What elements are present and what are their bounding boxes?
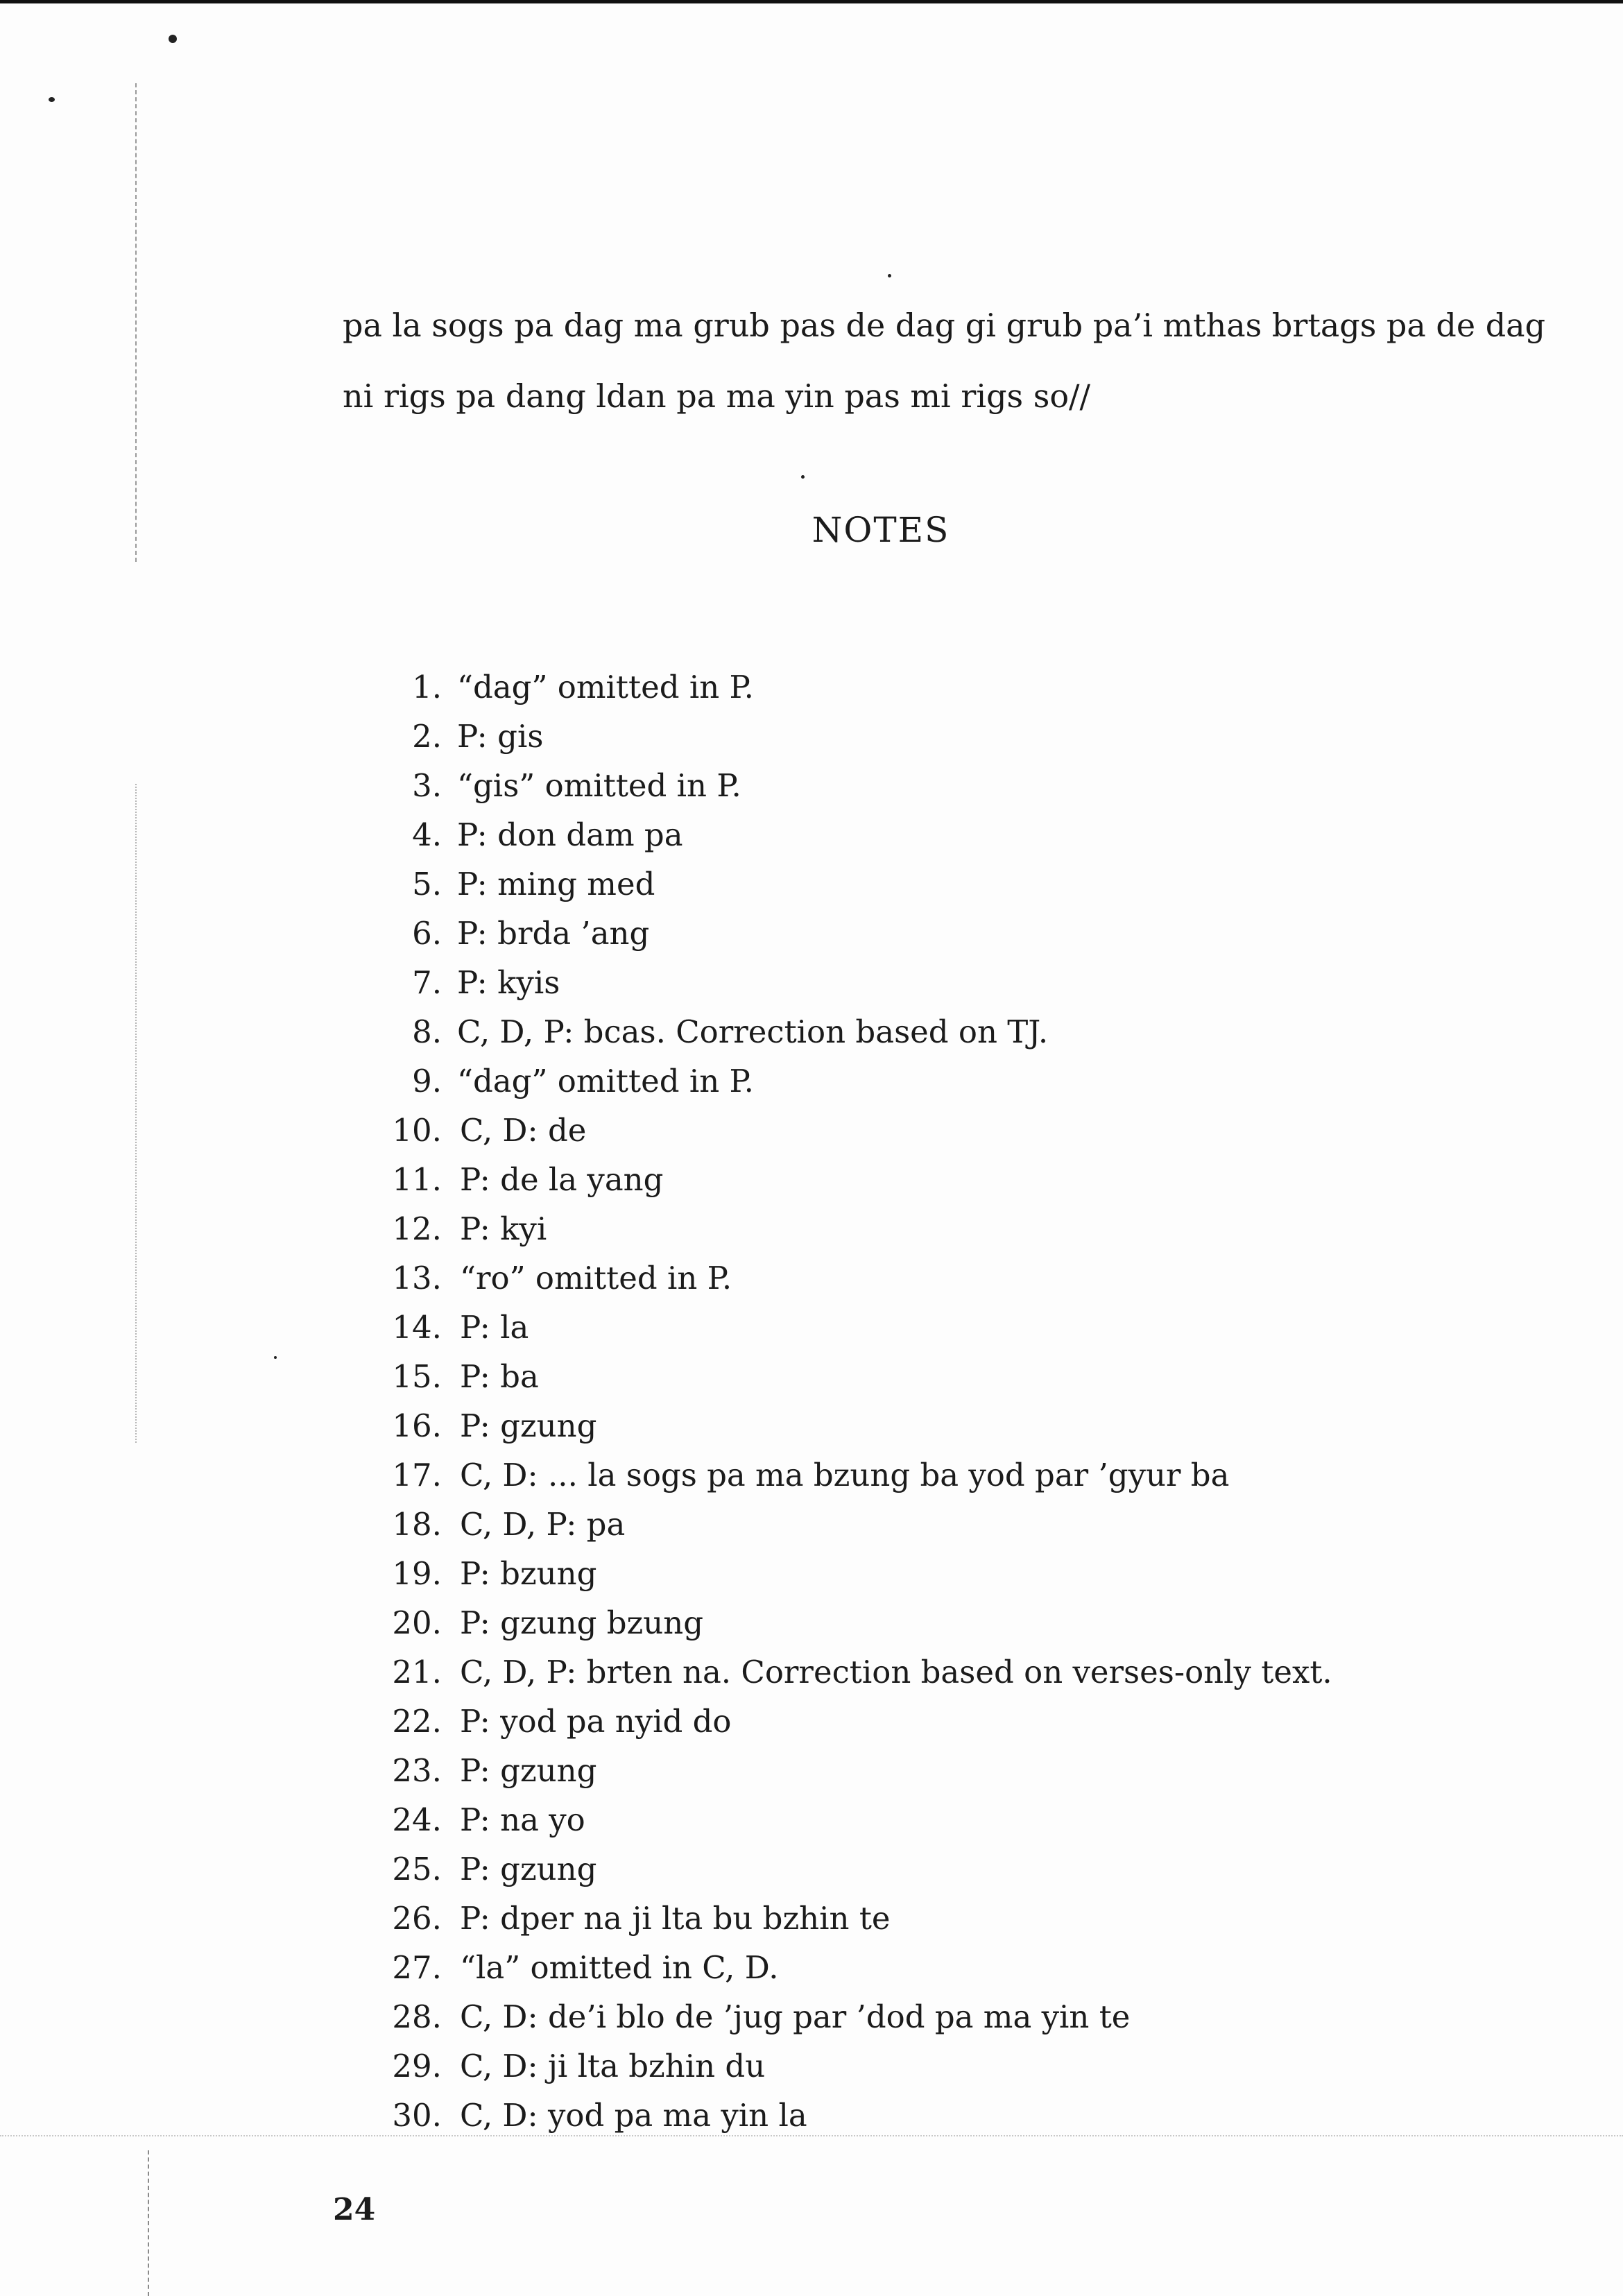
scan-speck — [801, 475, 805, 479]
note-item — [378, 1007, 1332, 1056]
note-text: P: na yo — [460, 1801, 585, 1838]
scan-speck — [49, 97, 55, 102]
note-text: P: de la yang — [460, 1161, 664, 1198]
note-item — [378, 2091, 1332, 2140]
note-number: 22. — [392, 1703, 442, 1740]
note-text: “dag” omitted in P. — [457, 1063, 754, 1099]
note-number: 13. — [392, 1260, 442, 1296]
note-number: 27. — [392, 1949, 442, 1986]
note-item — [378, 2041, 1332, 2091]
note-text: C, D, P: pa — [460, 1506, 626, 1543]
note-number: 19. — [392, 1555, 442, 1592]
scan-margin-line — [148, 2150, 149, 2296]
body-line: ni rigs pa dang ldan pa ma yin pas mi rigs so// — [343, 377, 1091, 415]
note-item — [378, 909, 1332, 958]
note-text: P: don dam pa — [457, 816, 683, 853]
note-item — [378, 1500, 1332, 1549]
note-text: C, D, P: bcas. Correction based on TJ. — [457, 1013, 1049, 1050]
note-item — [378, 761, 1332, 810]
notes-list — [378, 662, 1332, 2140]
note-text: P: bzung — [460, 1555, 597, 1592]
body-text — [343, 290, 1549, 431]
note-number: 4. — [412, 816, 442, 853]
note-item — [378, 1106, 1332, 1155]
note-text: P: kyi — [460, 1210, 547, 1247]
page-number: 24 — [333, 2192, 376, 2227]
note-item — [378, 1401, 1332, 1450]
note-item — [378, 1303, 1332, 1352]
note-item — [378, 1697, 1332, 1746]
note-item — [378, 662, 1332, 712]
note-text: P: dper na ji lta bu bzhin te — [460, 1900, 891, 1937]
notes-heading: NOTES — [812, 510, 950, 550]
note-number: 24. — [392, 1801, 442, 1838]
note-number: 3. — [412, 767, 442, 804]
note-text: C, D: yod pa ma yin la — [460, 2097, 807, 2134]
note-text: P: gis — [457, 718, 544, 755]
note-item — [378, 958, 1332, 1007]
note-text: P: yod pa nyid do — [460, 1703, 732, 1740]
note-number: 1. — [412, 669, 442, 705]
note-text: P: kyis — [457, 964, 560, 1001]
note-item — [378, 1795, 1332, 1844]
note-number: 28. — [392, 1998, 442, 2035]
scan-margin-line — [135, 784, 137, 1443]
note-number: 18. — [392, 1506, 442, 1543]
note-number: 10. — [392, 1112, 442, 1149]
note-number: 7. — [412, 964, 442, 1001]
scan-speck — [274, 1356, 277, 1359]
note-number: 11. — [392, 1161, 442, 1198]
note-item — [378, 1352, 1332, 1401]
note-item — [378, 1746, 1332, 1795]
note-text: C, D, P: brten na. Correction based on verses-only text. — [460, 1654, 1332, 1690]
note-text: P: la — [460, 1309, 529, 1346]
note-number: 5. — [412, 866, 442, 902]
note-item — [378, 1549, 1332, 1598]
note-text: “gis” omitted in P. — [457, 767, 741, 804]
note-number: 17. — [392, 1457, 442, 1493]
note-text: C, D: de’i blo de ’jug par ’dod pa ma yin te — [460, 1998, 1131, 2035]
note-number: 9. — [412, 1063, 442, 1099]
note-number: 6. — [412, 915, 442, 952]
note-number: 25. — [392, 1851, 442, 1887]
note-item — [378, 859, 1332, 909]
note-item — [378, 712, 1332, 761]
scan-speck — [888, 274, 891, 277]
note-number: 29. — [392, 2048, 442, 2084]
note-text: P: gzung — [460, 1752, 597, 1789]
top-border — [0, 0, 1623, 3]
note-text: “dag” omitted in P. — [457, 669, 754, 705]
note-number: 26. — [392, 1900, 442, 1937]
note-item — [378, 1844, 1332, 1894]
note-text: P: gzung — [460, 1851, 597, 1887]
scan-speck — [169, 35, 177, 43]
note-text: C, D: de — [460, 1112, 587, 1149]
note-number: 23. — [392, 1752, 442, 1789]
note-item — [378, 1155, 1332, 1204]
note-item — [378, 1450, 1332, 1500]
note-text: P: gzung bzung — [460, 1604, 704, 1641]
note-item — [378, 1943, 1332, 1992]
note-text: P: ba — [460, 1358, 539, 1395]
note-item — [378, 1992, 1332, 2041]
note-text: “ro” omitted in P. — [460, 1260, 732, 1296]
note-item — [378, 1647, 1332, 1697]
note-number: 2. — [412, 718, 442, 755]
note-text: P: ming med — [457, 866, 655, 902]
note-number: 20. — [392, 1604, 442, 1641]
note-item — [378, 1253, 1332, 1303]
note-item — [378, 810, 1332, 859]
note-number: 16. — [392, 1407, 442, 1444]
scan-margin-line — [135, 83, 137, 562]
note-number: 30. — [392, 2097, 442, 2134]
note-text: P: brda ’ang — [457, 915, 650, 952]
note-number: 15. — [392, 1358, 442, 1395]
note-number: 8. — [412, 1013, 442, 1050]
note-number: 21. — [392, 1654, 442, 1690]
note-text: “la” omitted in C, D. — [460, 1949, 779, 1986]
note-text: P: gzung — [460, 1407, 597, 1444]
note-number: 14. — [392, 1309, 442, 1346]
note-item — [378, 1598, 1332, 1647]
note-text: C, D: ji lta bzhin du — [460, 2048, 766, 2084]
body-line: pa la sogs pa dag ma grub pas de dag gi grub pa’i mthas brtags pa de dag — [343, 307, 1546, 344]
note-item — [378, 1056, 1332, 1106]
note-item — [378, 1204, 1332, 1253]
note-text: C, D: ... la sogs pa ma bzung ba yod par ’gyur ba — [460, 1457, 1230, 1493]
note-item — [378, 1894, 1332, 1943]
note-number: 12. — [392, 1210, 442, 1247]
